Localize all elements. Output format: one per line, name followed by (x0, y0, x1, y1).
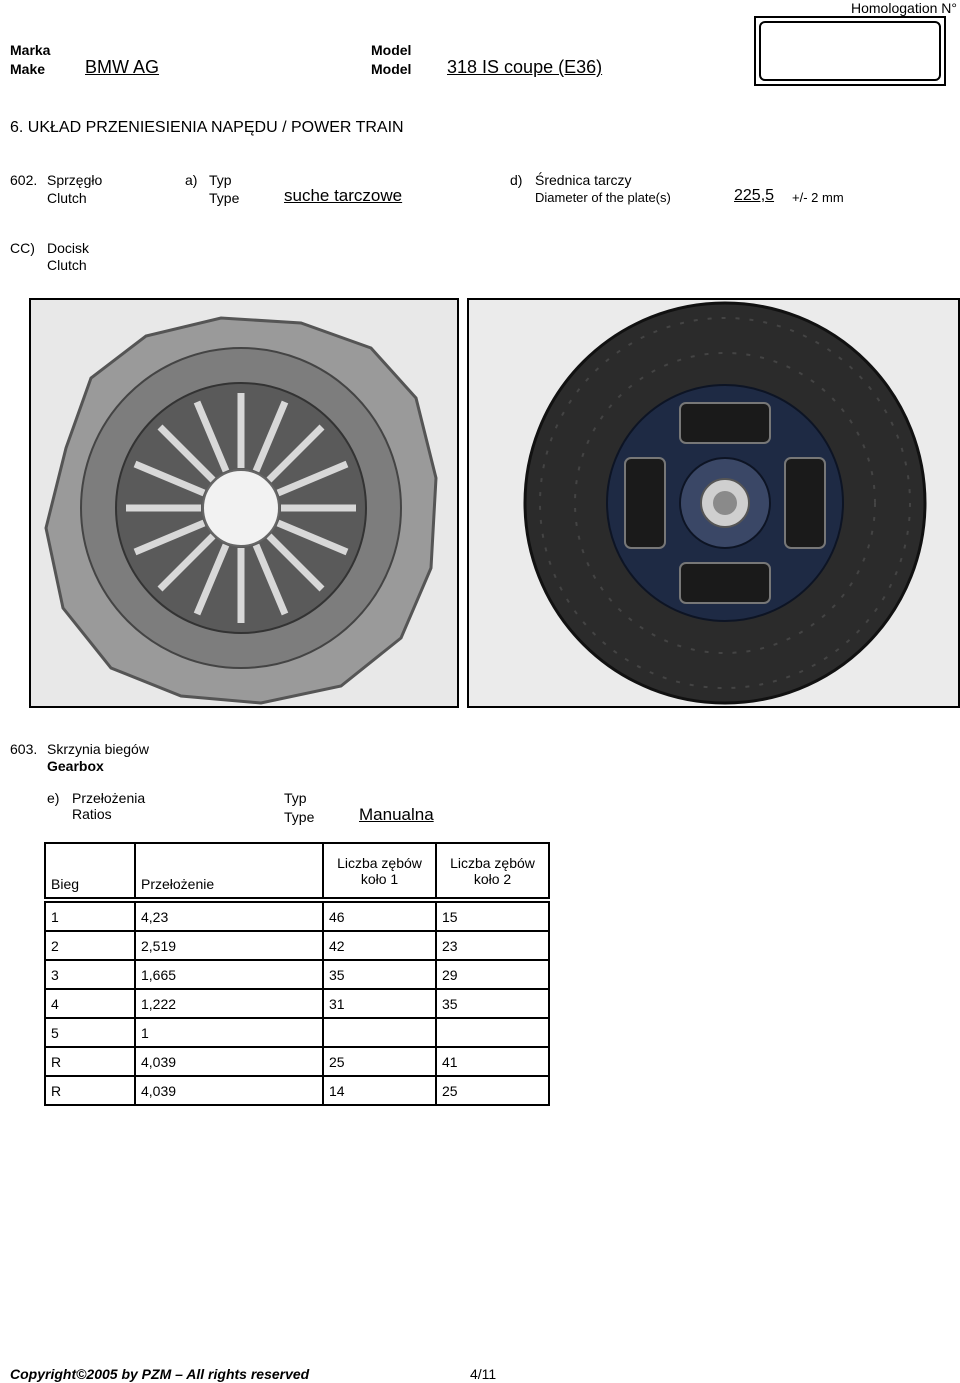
ratio-cell: 4,23 (135, 902, 323, 931)
ratio-cell: 4,039 (135, 1047, 323, 1076)
model-label-en: Model (371, 61, 412, 77)
ratio-cell: 1 (135, 1018, 323, 1047)
table-row (45, 1018, 549, 1047)
footer-copyright: Copyright©2005 by PZM – All rights reserved (10, 1366, 310, 1382)
teeth-1-cell: 35 (323, 960, 436, 989)
clutch-type-label-en: Type (209, 190, 240, 206)
teeth-1-cell: 25 (323, 1047, 436, 1076)
clutch-disc-photo (467, 298, 960, 708)
clutch-number: 602. (10, 172, 38, 188)
header-gear-text: Bieg (51, 875, 80, 892)
homologation-number-box (754, 16, 946, 86)
homologation-label: Homologation N° (851, 0, 957, 16)
clutch-diameter-label-en: Diameter of the plate(s) (535, 190, 671, 205)
teeth-1-cell: 46 (323, 902, 436, 931)
teeth-2-cell: 29 (436, 960, 549, 989)
clutch-disc-image (469, 300, 958, 706)
header-teeth-2-line2: koło 2 (473, 870, 512, 887)
clutch-diameter-letter: d) (510, 172, 523, 188)
pressure-plate-letter: CC) (10, 240, 35, 256)
model-value: 318 IS coupe (E36) (447, 57, 603, 77)
header-gear (45, 843, 135, 898)
ratios-label-en: Ratios (72, 806, 112, 822)
homologation-number-frame (759, 21, 941, 81)
teeth-1-cell: 31 (323, 989, 436, 1018)
header-teeth-wheel-1 (323, 843, 436, 898)
header-teeth-1-line2: koło 1 (360, 870, 399, 887)
clutch-type-label-pl: Typ (209, 172, 232, 188)
teeth-1-cell: 14 (323, 1076, 436, 1105)
gearbox-type-label-pl: Typ (284, 790, 307, 806)
header-teeth-1-line1: Liczba zębów (337, 854, 422, 871)
make-label-en: Make (10, 61, 46, 77)
header-teeth-2-line1: Liczba zębów (450, 854, 535, 871)
ratio-cell: 1,665 (135, 960, 323, 989)
teeth-2-cell: 15 (436, 902, 549, 931)
clutch-diameter-label-pl: Średnica tarczy (535, 172, 632, 188)
ratios-letter: e) (47, 790, 60, 806)
gear-ratio-table (44, 842, 550, 1106)
teeth-2-cell: 23 (436, 931, 549, 960)
teeth-1-cell (323, 1018, 436, 1047)
model-label-pl: Model (371, 42, 412, 58)
table-row (45, 1047, 549, 1076)
gearbox-label-pl: Skrzynia biegów (47, 741, 149, 757)
gear-cell: 3 (45, 960, 135, 989)
table-row (45, 931, 549, 960)
table-row (45, 1076, 549, 1105)
make-label-pl: Marka (10, 42, 51, 58)
clutch-label-pl: Sprzęgło (47, 172, 103, 188)
clutch-diameter-tolerance: +/- 2 mm (792, 190, 844, 205)
section-title: 6. UKŁAD PRZENIESIENIA NAPĘDU / POWER TRAIN (10, 119, 404, 136)
gearbox-type-value: Manualna (359, 805, 434, 824)
teeth-1-cell: 42 (323, 931, 436, 960)
pressure-plate-label-pl: Docisk (47, 240, 90, 256)
clutch-type-letter: a) (185, 172, 198, 188)
pressure-plate-label-en: Clutch (47, 257, 87, 273)
ratio-cell: 2,519 (135, 931, 323, 960)
pressure-plate-photo (29, 298, 459, 708)
gearbox-number: 603. (10, 741, 38, 757)
gear-cell: 2 (45, 931, 135, 960)
gear-cell: R (45, 1076, 135, 1105)
table-row (45, 960, 549, 989)
gear-cell: 4 (45, 989, 135, 1018)
table-header-row (45, 843, 549, 898)
teeth-2-cell (436, 1018, 549, 1047)
teeth-2-cell: 25 (436, 1076, 549, 1105)
header-ratio-text: Przełożenie (141, 875, 215, 892)
header-teeth-wheel-2 (436, 843, 549, 898)
gear-cell: 5 (45, 1018, 135, 1047)
table-row (45, 989, 549, 1018)
gear-cell: R (45, 1047, 135, 1076)
teeth-2-cell: 41 (436, 1047, 549, 1076)
header-ratio (135, 843, 323, 898)
clutch-label-en: Clutch (47, 190, 87, 206)
table-row (45, 902, 549, 931)
gearbox-type-label-en: Type (284, 809, 315, 825)
make-value: BMW AG (85, 57, 160, 77)
page-number: 4/11 (470, 1366, 497, 1382)
clutch-diameter-value: 225,5 (734, 187, 775, 204)
gearbox-label-en: Gearbox (47, 758, 104, 774)
ratios-label-pl: Przełożenia (72, 790, 146, 806)
ratio-cell: 1,222 (135, 989, 323, 1018)
ratio-cell: 4,039 (135, 1076, 323, 1105)
pressure-plate-image (31, 300, 457, 706)
teeth-2-cell: 35 (436, 989, 549, 1018)
clutch-type-value: suche tarczowe (284, 186, 403, 205)
gear-cell: 1 (45, 902, 135, 931)
